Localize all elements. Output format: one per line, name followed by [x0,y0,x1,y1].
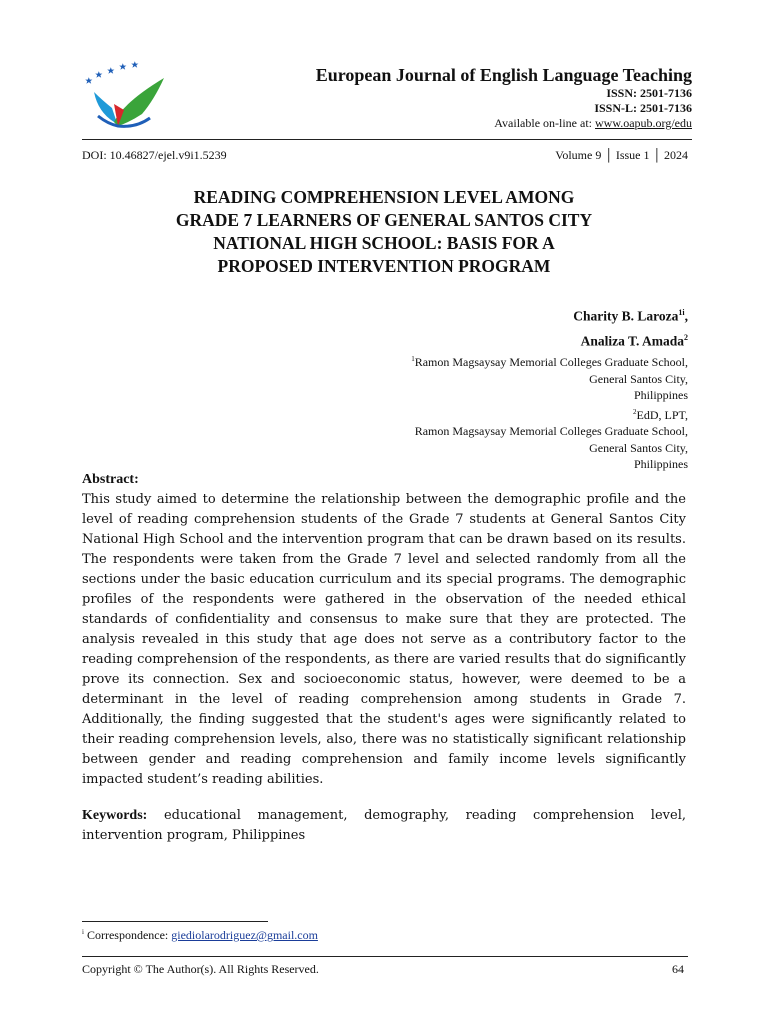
footnote-marker: i [82,928,84,936]
author-1-sup: 1i [678,308,685,317]
journal-url-link[interactable]: www.oapub.org/edu [595,116,692,130]
affiliation-1 [411,351,688,404]
page-number: 64 [672,962,684,976]
title-line: GRADE 7 LEARNERS OF GENERAL SANTOS CITY [175,210,593,230]
journal-header [232,64,692,131]
affiliation-1-sup: 1 [411,355,415,363]
correspondence-footnote [82,928,318,943]
footnote-divider [82,921,268,922]
page-footer [82,962,684,977]
affiliation-line: Ramon Magsaysay Memorial Colleges Graduate School, [414,424,688,438]
abstract-heading: Abstract: [82,472,139,487]
keywords-label: Keywords: [82,808,148,823]
journal-name: European Journal of English Language Teaching [315,65,692,85]
affiliation-2 [411,404,688,473]
author-1-name: Charity B. Laroza [573,308,679,324]
author-2-sup: 2 [684,332,688,342]
title-line: PROPOSED INTERVENTION PROGRAM [217,256,551,276]
abstract-section [82,470,686,790]
affiliation-2-sup: 2 [633,407,637,416]
affiliation-line: Philippines [633,388,688,402]
author-block [411,302,688,473]
affiliation-line [411,351,688,371]
copyright: Copyright © The Author(s). All Rights Reserved. [82,962,319,976]
abstract-body: This study aimed to determine the relationship between the demographic profile and the level of reading comprehension students of the Grade 7 students at General Santos City National High School and the intervention program that can be drawn based on its results. The respondents were taken from the Grade 7 level and selected randomly from all the sections under the basic education curriculum and its special programs. The demographic profiles of the respondents were gathered in the observation of the needed ethical standards of confidentiality and consensus to make sure that they are protected. The analysis revealed in this study that age does not serve as a contributory factor to the reading comprehension of the respondents, as there are varied results that do significantly prove its connection. Sex and socioeconomic status, however, were deemed to be a determinant in the level of reading comprehension among students in Grade 7. Additionally, the finding suggested that the student's ages were significantly related to their reading comprehension levels, also, there was no statistically significant relationship between gender and reading comprehension and family income levels significantly impacted student’s reading abilities. [82,492,686,787]
affiliation-line: Philippines [633,457,688,471]
header-divider [82,139,692,140]
doi: DOI: 10.46827/ejel.v9i1.5239 [82,148,227,162]
paper-title [100,186,668,278]
online-availability [232,116,692,131]
affiliation-line: General Santos City, [589,371,688,386]
author-1-punct: , [684,308,688,324]
issn-l: ISSN-L: 2501-7136 [594,101,692,115]
author-1 [411,302,688,327]
keywords-text: educational management, demography, reading comprehension level, intervention program, Philippines [82,808,686,843]
online-prefix: Available on-line at: [494,116,596,130]
affiliation-text: Ramon Magsaysay Memorial Colleges Graduate School, [414,355,688,369]
article-meta [82,148,688,163]
title-line: READING COMPREHENSION LEVEL AMONG [193,187,575,207]
title-line: NATIONAL HIGH SCHOOL: BASIS FOR A [213,233,555,253]
affiliation-line: General Santos City, [589,440,688,455]
footnote-label: Correspondence: [83,928,172,942]
correspondence-email-link[interactable]: giediolarodriguez@gmail.com [171,928,318,942]
keywords-section [82,806,686,846]
author-2-name: Analiza T. Amada [580,333,684,348]
affiliation-text: EdD, LPT, [636,407,688,422]
footer-divider [82,956,688,957]
journal-logo-icon [84,60,168,132]
issn: ISSN: 2501-7136 [606,86,692,100]
author-2 [411,327,688,352]
affiliation-line [411,404,688,424]
volume-issue: Volume 9 │ Issue 1 │ 2024 [555,148,688,162]
